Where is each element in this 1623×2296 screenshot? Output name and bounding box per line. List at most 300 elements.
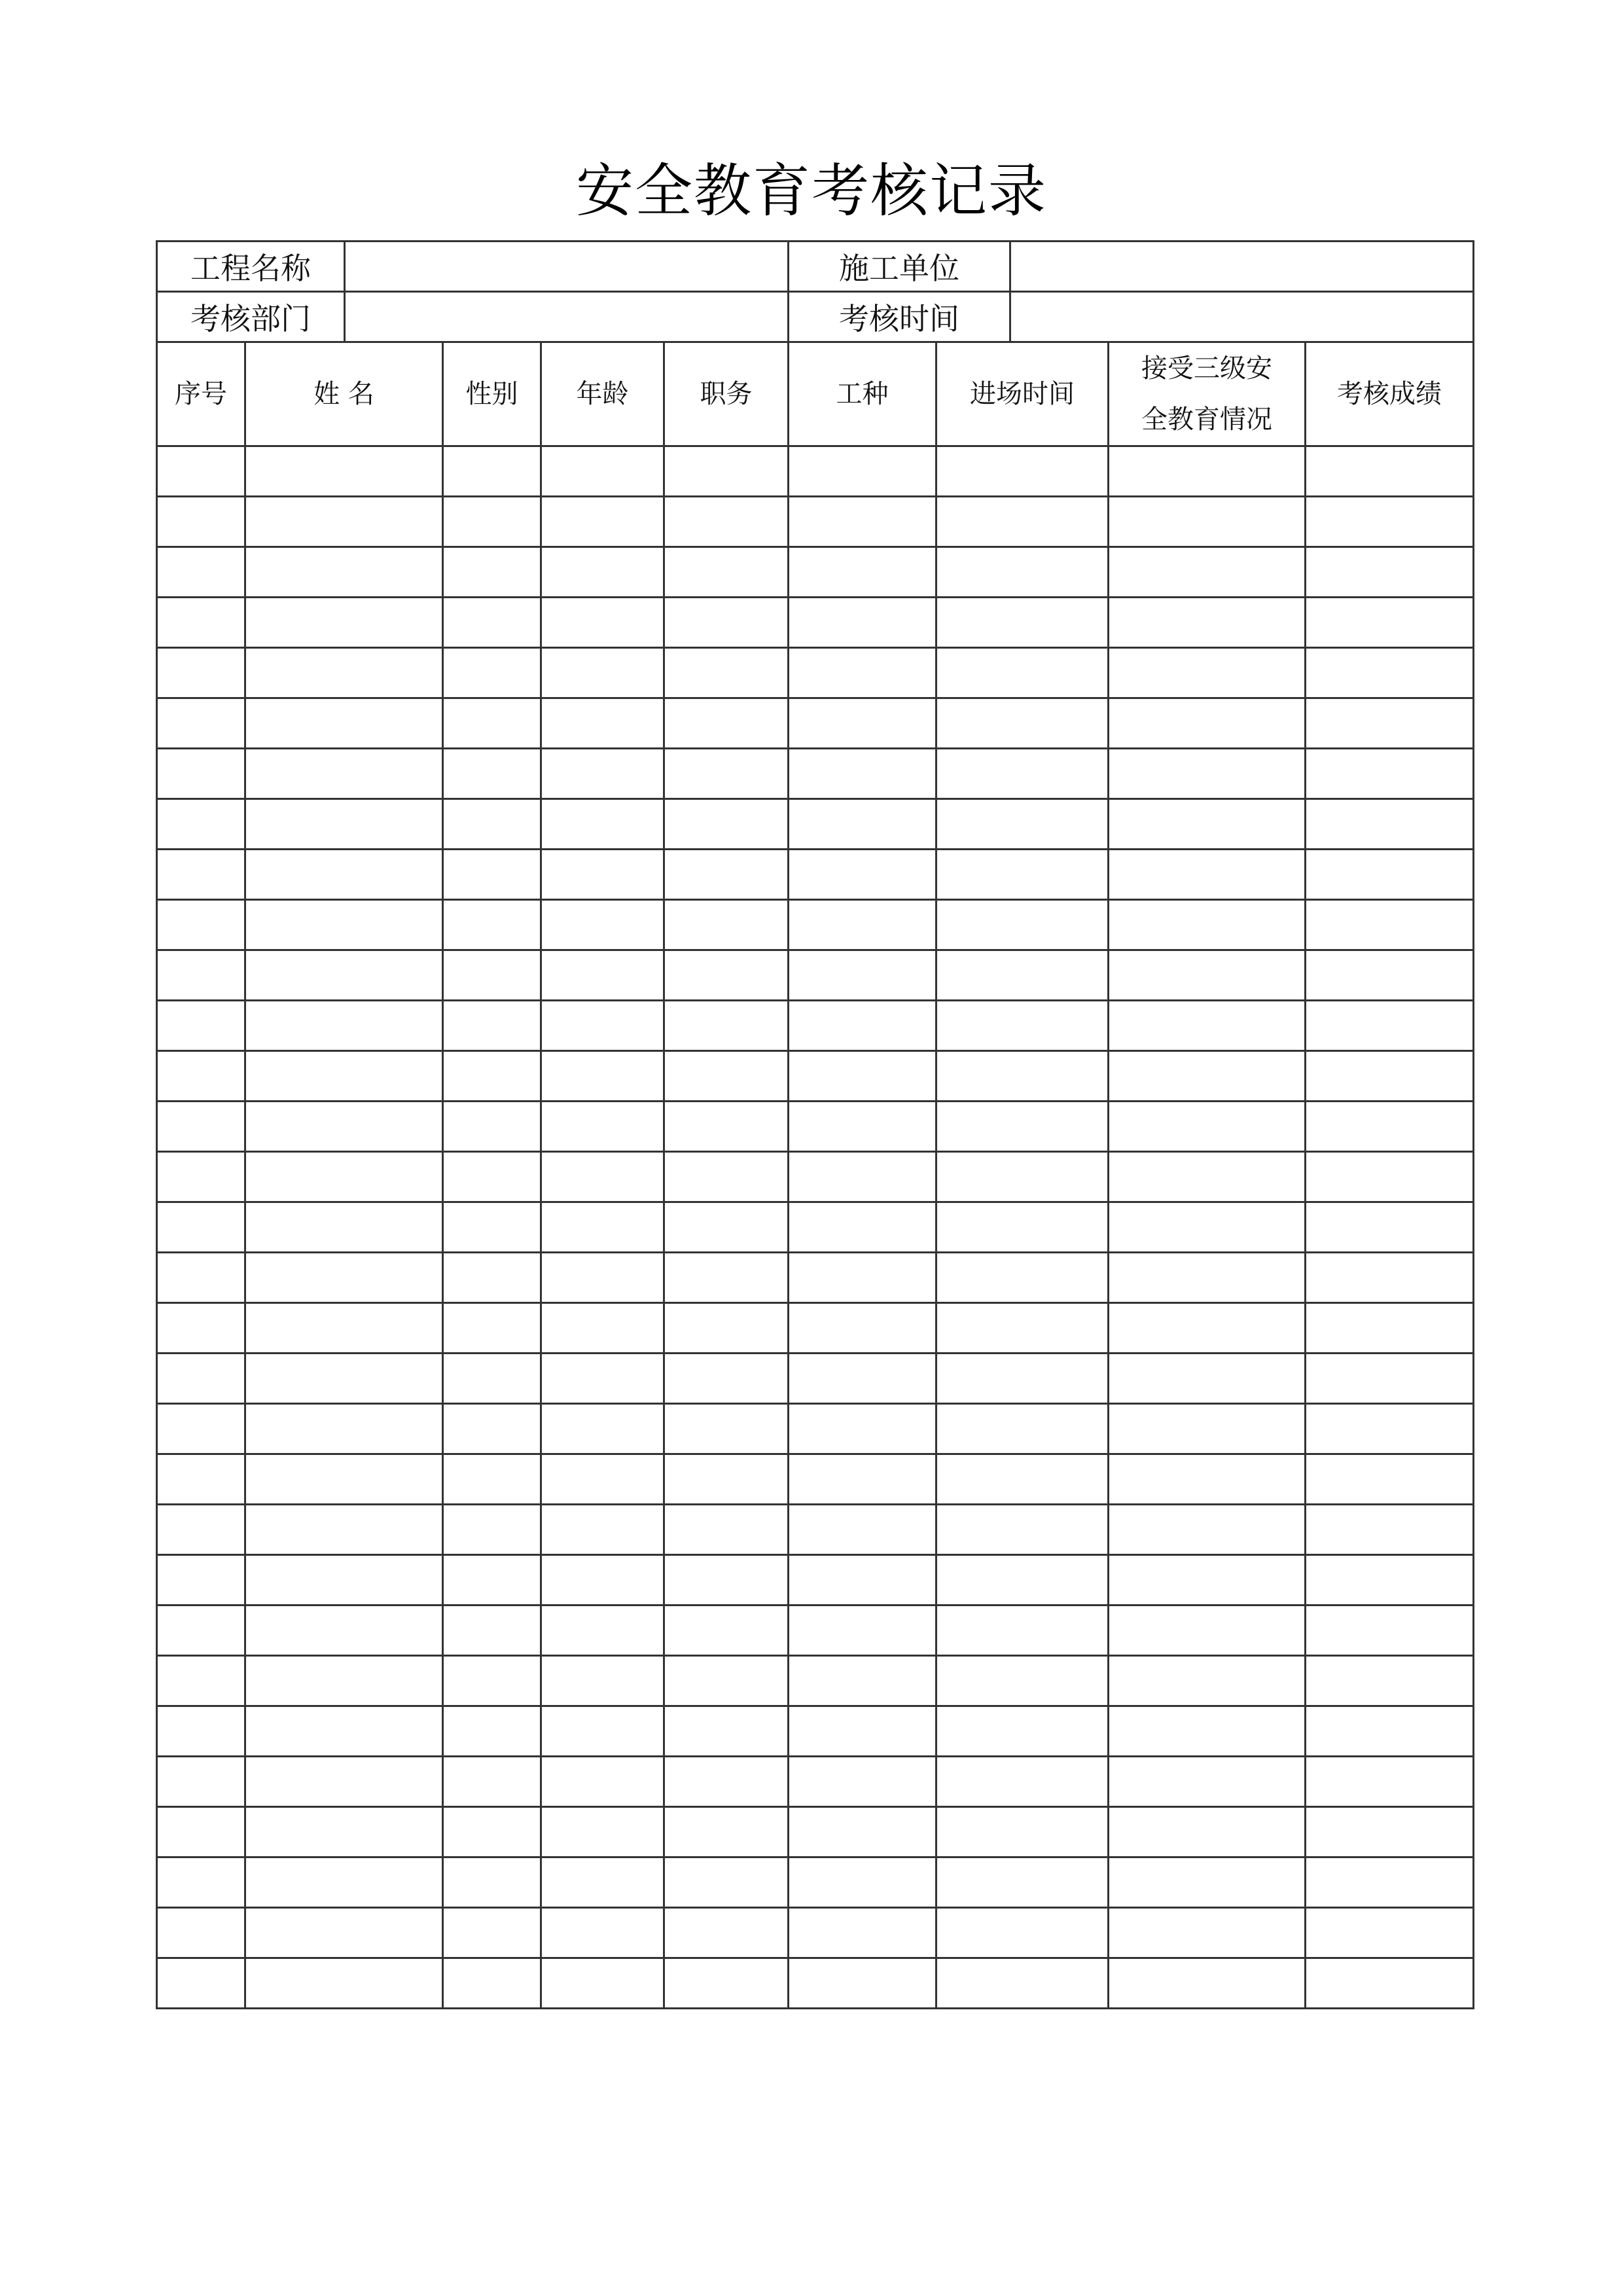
cell-gender[interactable] <box>443 1706 541 1757</box>
cell-name[interactable] <box>245 1605 443 1656</box>
cell-entry-time[interactable] <box>936 1051 1109 1102</box>
cell-trade[interactable] <box>789 446 936 497</box>
cell-serial[interactable] <box>157 1404 245 1454</box>
cell-age[interactable] <box>541 446 664 497</box>
cell-safety-education[interactable] <box>1109 598 1306 648</box>
cell-trade[interactable] <box>789 799 936 850</box>
cell-trade[interactable] <box>789 1001 936 1051</box>
cell-position[interactable] <box>664 698 789 749</box>
cell-trade[interactable] <box>789 1253 936 1303</box>
cell-position[interactable] <box>664 648 789 698</box>
cell-age[interactable] <box>541 1857 664 1908</box>
cell-entry-time[interactable] <box>936 1454 1109 1505</box>
cell-gender[interactable] <box>443 1202 541 1253</box>
cell-age[interactable] <box>541 1202 664 1253</box>
col-header-score: 考核成绩 <box>1306 342 1474 446</box>
cell-position[interactable] <box>664 1857 789 1908</box>
cell-gender[interactable] <box>443 850 541 900</box>
cell-score[interactable] <box>1306 1857 1474 1908</box>
cell-gender[interactable] <box>443 547 541 598</box>
cell-entry-time[interactable] <box>936 1354 1109 1404</box>
cell-name[interactable] <box>245 1404 443 1454</box>
cell-gender[interactable] <box>443 1303 541 1354</box>
cell-name[interactable] <box>245 1152 443 1202</box>
cell-entry-time[interactable] <box>936 1807 1109 1857</box>
cell-entry-time[interactable] <box>936 446 1109 497</box>
cell-serial[interactable] <box>157 1807 245 1857</box>
cell-serial[interactable] <box>157 547 245 598</box>
cell-trade[interactable] <box>789 950 936 1001</box>
cell-trade[interactable] <box>789 1908 936 1958</box>
cell-safety-education[interactable] <box>1109 446 1306 497</box>
cell-name[interactable] <box>245 1202 443 1253</box>
cell-safety-education[interactable] <box>1109 1505 1306 1555</box>
cell-trade[interactable] <box>789 1152 936 1202</box>
cell-entry-time[interactable] <box>936 1908 1109 1958</box>
cell-age[interactable] <box>541 749 664 799</box>
cell-position[interactable] <box>664 1303 789 1354</box>
cell-score[interactable] <box>1306 497 1474 547</box>
cell-score[interactable] <box>1306 698 1474 749</box>
cell-position[interactable] <box>664 749 789 799</box>
cell-entry-time[interactable] <box>936 1202 1109 1253</box>
cell-name[interactable] <box>245 850 443 900</box>
cell-name[interactable] <box>245 497 443 547</box>
cell-safety-education[interactable] <box>1109 698 1306 749</box>
assessment-time-label: 考核时间 <box>789 292 1010 342</box>
cell-name[interactable] <box>245 799 443 850</box>
cell-age[interactable] <box>541 1605 664 1656</box>
cell-serial[interactable] <box>157 1001 245 1051</box>
cell-gender[interactable] <box>443 1908 541 1958</box>
cell-safety-education[interactable] <box>1109 1001 1306 1051</box>
cell-safety-education[interactable] <box>1109 497 1306 547</box>
cell-trade[interactable] <box>789 1202 936 1253</box>
cell-name[interactable] <box>245 598 443 648</box>
cell-age[interactable] <box>541 1404 664 1454</box>
cell-entry-time[interactable] <box>936 1857 1109 1908</box>
cell-safety-education[interactable] <box>1109 547 1306 598</box>
cell-trade[interactable] <box>789 900 936 950</box>
cell-gender[interactable] <box>443 1757 541 1807</box>
cell-name[interactable] <box>245 547 443 598</box>
cell-trade[interactable] <box>789 497 936 547</box>
construction-unit-field[interactable] <box>1010 242 1474 292</box>
cell-gender[interactable] <box>443 698 541 749</box>
cell-trade[interactable] <box>789 547 936 598</box>
cell-score[interactable] <box>1306 1001 1474 1051</box>
cell-position[interactable] <box>664 1706 789 1757</box>
cell-score[interactable] <box>1306 547 1474 598</box>
cell-name[interactable] <box>245 1807 443 1857</box>
cell-score[interactable] <box>1306 950 1474 1001</box>
cell-serial[interactable] <box>157 1706 245 1757</box>
cell-serial[interactable] <box>157 1253 245 1303</box>
cell-entry-time[interactable] <box>936 1102 1109 1152</box>
cell-position[interactable] <box>664 497 789 547</box>
cell-entry-time[interactable] <box>936 547 1109 598</box>
cell-safety-education[interactable] <box>1109 1807 1306 1857</box>
cell-name[interactable] <box>245 446 443 497</box>
table-row <box>157 698 1474 749</box>
cell-score[interactable] <box>1306 1757 1474 1807</box>
cell-name[interactable] <box>245 648 443 698</box>
cell-score[interactable] <box>1306 1152 1474 1202</box>
cell-score[interactable] <box>1306 1404 1474 1454</box>
cell-serial[interactable] <box>157 950 245 1001</box>
cell-entry-time[interactable] <box>936 1757 1109 1807</box>
cell-age[interactable] <box>541 1807 664 1857</box>
cell-position[interactable] <box>664 1001 789 1051</box>
project-name-field[interactable] <box>345 242 789 292</box>
cell-gender[interactable] <box>443 950 541 1001</box>
table-row <box>157 1051 1474 1102</box>
cell-score[interactable] <box>1306 1958 1474 2009</box>
cell-entry-time[interactable] <box>936 598 1109 648</box>
cell-gender[interactable] <box>443 749 541 799</box>
cell-entry-time[interactable] <box>936 698 1109 749</box>
cell-name[interactable] <box>245 900 443 950</box>
cell-position[interactable] <box>664 598 789 648</box>
cell-entry-time[interactable] <box>936 1152 1109 1202</box>
cell-trade[interactable] <box>789 598 936 648</box>
cell-serial[interactable] <box>157 1656 245 1706</box>
cell-position[interactable] <box>664 446 789 497</box>
cell-gender[interactable] <box>443 1051 541 1102</box>
cell-name[interactable] <box>245 698 443 749</box>
cell-entry-time[interactable] <box>936 1404 1109 1454</box>
cell-safety-education[interactable] <box>1109 1454 1306 1505</box>
cell-gender[interactable] <box>443 1555 541 1605</box>
cell-gender[interactable] <box>443 1857 541 1908</box>
cell-safety-education[interactable] <box>1109 1102 1306 1152</box>
cell-name[interactable] <box>245 1857 443 1908</box>
cell-score[interactable] <box>1306 850 1474 900</box>
cell-gender[interactable] <box>443 799 541 850</box>
cell-serial[interactable] <box>157 446 245 497</box>
cell-safety-education[interactable] <box>1109 749 1306 799</box>
cell-serial[interactable] <box>157 598 245 648</box>
cell-entry-time[interactable] <box>936 1656 1109 1706</box>
cell-safety-education[interactable] <box>1109 950 1306 1001</box>
cell-entry-time[interactable] <box>936 900 1109 950</box>
cell-safety-education[interactable] <box>1109 1656 1306 1706</box>
cell-serial[interactable] <box>157 1303 245 1354</box>
cell-score[interactable] <box>1306 1706 1474 1757</box>
cell-position[interactable] <box>664 900 789 950</box>
cell-score[interactable] <box>1306 1102 1474 1152</box>
cell-safety-education[interactable] <box>1109 900 1306 950</box>
cell-serial[interactable] <box>157 1051 245 1102</box>
cell-safety-education[interactable] <box>1109 1202 1306 1253</box>
cell-age[interactable] <box>541 900 664 950</box>
cell-safety-education[interactable] <box>1109 799 1306 850</box>
cell-gender[interactable] <box>443 1001 541 1051</box>
cell-age[interactable] <box>541 497 664 547</box>
cell-safety-education[interactable] <box>1109 1958 1306 2009</box>
cell-score[interactable] <box>1306 1354 1474 1404</box>
cell-age[interactable] <box>541 698 664 749</box>
cell-position[interactable] <box>664 1505 789 1555</box>
cell-position[interactable] <box>664 799 789 850</box>
cell-gender[interactable] <box>443 1454 541 1505</box>
cell-serial[interactable] <box>157 1454 245 1505</box>
cell-safety-education[interactable] <box>1109 1253 1306 1303</box>
cell-safety-education[interactable] <box>1109 1555 1306 1605</box>
cell-score[interactable] <box>1306 1908 1474 1958</box>
cell-serial[interactable] <box>157 497 245 547</box>
cell-entry-time[interactable] <box>936 1253 1109 1303</box>
cell-trade[interactable] <box>789 1051 936 1102</box>
cell-trade[interactable] <box>789 1757 936 1807</box>
cell-score[interactable] <box>1306 1505 1474 1555</box>
cell-position[interactable] <box>664 1102 789 1152</box>
cell-name[interactable] <box>245 1354 443 1404</box>
cell-gender[interactable] <box>443 900 541 950</box>
cell-name[interactable] <box>245 1303 443 1354</box>
table-row <box>157 446 1474 497</box>
assessment-time-field[interactable] <box>1010 292 1474 342</box>
cell-name[interactable] <box>245 749 443 799</box>
table-row <box>157 799 1474 850</box>
table-row <box>157 1958 1474 2009</box>
cell-age[interactable] <box>541 799 664 850</box>
cell-name[interactable] <box>245 1555 443 1605</box>
cell-safety-education[interactable] <box>1109 1605 1306 1656</box>
cell-age[interactable] <box>541 1555 664 1605</box>
cell-gender[interactable] <box>443 1102 541 1152</box>
cell-age[interactable] <box>541 1656 664 1706</box>
cell-score[interactable] <box>1306 799 1474 850</box>
cell-entry-time[interactable] <box>936 497 1109 547</box>
cell-position[interactable] <box>664 1051 789 1102</box>
cell-age[interactable] <box>541 1958 664 2009</box>
table-row <box>157 1102 1474 1152</box>
cell-trade[interactable] <box>789 648 936 698</box>
cell-safety-education[interactable] <box>1109 1404 1306 1454</box>
cell-score[interactable] <box>1306 749 1474 799</box>
cell-entry-time[interactable] <box>936 950 1109 1001</box>
cell-gender[interactable] <box>443 1505 541 1555</box>
cell-age[interactable] <box>541 1505 664 1555</box>
cell-position[interactable] <box>664 1454 789 1505</box>
cell-serial[interactable] <box>157 749 245 799</box>
cell-safety-education[interactable] <box>1109 1303 1306 1354</box>
cell-age[interactable] <box>541 1253 664 1303</box>
cell-entry-time[interactable] <box>936 1605 1109 1656</box>
cell-score[interactable] <box>1306 1454 1474 1505</box>
col-header-position: 职务 <box>664 342 789 446</box>
cell-gender[interactable] <box>443 598 541 648</box>
cell-age[interactable] <box>541 1303 664 1354</box>
cell-name[interactable] <box>245 1505 443 1555</box>
cell-trade[interactable] <box>789 1857 936 1908</box>
cell-entry-time[interactable] <box>936 850 1109 900</box>
cell-serial[interactable] <box>157 1908 245 1958</box>
cell-gender[interactable] <box>443 1807 541 1857</box>
cell-name[interactable] <box>245 950 443 1001</box>
cell-position[interactable] <box>664 950 789 1001</box>
cell-position[interactable] <box>664 1404 789 1454</box>
cell-entry-time[interactable] <box>936 648 1109 698</box>
cell-safety-education[interactable] <box>1109 1706 1306 1757</box>
cell-safety-education[interactable] <box>1109 1908 1306 1958</box>
cell-trade[interactable] <box>789 1605 936 1656</box>
cell-age[interactable] <box>541 648 664 698</box>
cell-gender[interactable] <box>443 1152 541 1202</box>
cell-serial[interactable] <box>157 1857 245 1908</box>
cell-safety-education[interactable] <box>1109 648 1306 698</box>
cell-serial[interactable] <box>157 1555 245 1605</box>
cell-score[interactable] <box>1306 1656 1474 1706</box>
cell-trade[interactable] <box>789 1102 936 1152</box>
cell-safety-education[interactable] <box>1109 1152 1306 1202</box>
cell-trade[interactable] <box>789 1656 936 1706</box>
cell-serial[interactable] <box>157 1102 245 1152</box>
cell-serial[interactable] <box>157 1757 245 1807</box>
table-row <box>157 1404 1474 1454</box>
cell-position[interactable] <box>664 1555 789 1605</box>
cell-safety-education[interactable] <box>1109 850 1306 900</box>
cell-serial[interactable] <box>157 1505 245 1555</box>
cell-serial[interactable] <box>157 850 245 900</box>
cell-name[interactable] <box>245 1102 443 1152</box>
table-row <box>157 1001 1474 1051</box>
cell-name[interactable] <box>245 1706 443 1757</box>
cell-safety-education[interactable] <box>1109 1857 1306 1908</box>
cell-position[interactable] <box>664 547 789 598</box>
cell-gender[interactable] <box>443 1354 541 1404</box>
project-info-table <box>156 240 1474 343</box>
cell-trade[interactable] <box>789 1303 936 1354</box>
cell-age[interactable] <box>541 1354 664 1404</box>
cell-name[interactable] <box>245 1908 443 1958</box>
cell-gender[interactable] <box>443 648 541 698</box>
cell-gender[interactable] <box>443 1656 541 1706</box>
cell-age[interactable] <box>541 1102 664 1152</box>
cell-score[interactable] <box>1306 1555 1474 1605</box>
cell-age[interactable] <box>541 950 664 1001</box>
cell-gender[interactable] <box>443 1958 541 2009</box>
col-header-age: 年龄 <box>541 342 664 446</box>
cell-position[interactable] <box>664 1958 789 2009</box>
table-row <box>157 749 1474 799</box>
cell-score[interactable] <box>1306 446 1474 497</box>
cell-position[interactable] <box>664 1253 789 1303</box>
cell-entry-time[interactable] <box>936 1555 1109 1605</box>
cell-name[interactable] <box>245 1253 443 1303</box>
cell-entry-time[interactable] <box>936 799 1109 850</box>
cell-trade[interactable] <box>789 1454 936 1505</box>
cell-entry-time[interactable] <box>936 1001 1109 1051</box>
page-title: 安全教育考核记录 <box>575 157 1047 224</box>
cell-position[interactable] <box>664 1807 789 1857</box>
cell-serial[interactable] <box>157 698 245 749</box>
cell-safety-education[interactable] <box>1109 1051 1306 1102</box>
cell-age[interactable] <box>541 850 664 900</box>
cell-name[interactable] <box>245 1454 443 1505</box>
cell-age[interactable] <box>541 1706 664 1757</box>
cell-serial[interactable] <box>157 1202 245 1253</box>
assessment-dept-field[interactable] <box>345 292 789 342</box>
cell-score[interactable] <box>1306 1202 1474 1253</box>
cell-score[interactable] <box>1306 1605 1474 1656</box>
cell-trade[interactable] <box>789 749 936 799</box>
cell-trade[interactable] <box>789 1706 936 1757</box>
cell-serial[interactable] <box>157 799 245 850</box>
cell-age[interactable] <box>541 1908 664 1958</box>
cell-entry-time[interactable] <box>936 1505 1109 1555</box>
cell-entry-time[interactable] <box>936 1303 1109 1354</box>
cell-trade[interactable] <box>789 1807 936 1857</box>
cell-trade[interactable] <box>789 1505 936 1555</box>
cell-trade[interactable] <box>789 698 936 749</box>
cell-age[interactable] <box>541 598 664 648</box>
cell-trade[interactable] <box>789 1354 936 1404</box>
cell-name[interactable] <box>245 1757 443 1807</box>
cell-entry-time[interactable] <box>936 1706 1109 1757</box>
cell-trade[interactable] <box>789 850 936 900</box>
cell-trade[interactable] <box>789 1958 936 2009</box>
cell-gender[interactable] <box>443 1253 541 1303</box>
cell-name[interactable] <box>245 1001 443 1051</box>
cell-serial[interactable] <box>157 648 245 698</box>
cell-position[interactable] <box>664 1908 789 1958</box>
cell-age[interactable] <box>541 547 664 598</box>
cell-score[interactable] <box>1306 900 1474 950</box>
cell-score[interactable] <box>1306 648 1474 698</box>
cell-serial[interactable] <box>157 1152 245 1202</box>
cell-serial[interactable] <box>157 1605 245 1656</box>
cell-gender[interactable] <box>443 1605 541 1656</box>
cell-score[interactable] <box>1306 1051 1474 1102</box>
cell-age[interactable] <box>541 1001 664 1051</box>
cell-safety-education[interactable] <box>1109 1354 1306 1404</box>
table-row <box>157 1605 1474 1656</box>
cell-entry-time[interactable] <box>936 749 1109 799</box>
cell-score[interactable] <box>1306 598 1474 648</box>
cell-position[interactable] <box>664 1202 789 1253</box>
cell-score[interactable] <box>1306 1303 1474 1354</box>
cell-trade[interactable] <box>789 1404 936 1454</box>
cell-serial[interactable] <box>157 900 245 950</box>
cell-position[interactable] <box>664 850 789 900</box>
cell-age[interactable] <box>541 1051 664 1102</box>
cell-position[interactable] <box>664 1354 789 1404</box>
cell-name[interactable] <box>245 1656 443 1706</box>
cell-position[interactable] <box>664 1757 789 1807</box>
cell-gender[interactable] <box>443 446 541 497</box>
cell-entry-time[interactable] <box>936 1958 1109 2009</box>
cell-serial[interactable] <box>157 1958 245 2009</box>
cell-position[interactable] <box>664 1656 789 1706</box>
cell-safety-education[interactable] <box>1109 1757 1306 1807</box>
cell-age[interactable] <box>541 1757 664 1807</box>
cell-position[interactable] <box>664 1605 789 1656</box>
cell-score[interactable] <box>1306 1253 1474 1303</box>
cell-gender[interactable] <box>443 497 541 547</box>
cell-age[interactable] <box>541 1454 664 1505</box>
cell-serial[interactable] <box>157 1354 245 1404</box>
table-row <box>157 1253 1474 1303</box>
cell-name[interactable] <box>245 1958 443 2009</box>
cell-age[interactable] <box>541 1152 664 1202</box>
cell-name[interactable] <box>245 1051 443 1102</box>
cell-score[interactable] <box>1306 1807 1474 1857</box>
cell-position[interactable] <box>664 1152 789 1202</box>
cell-gender[interactable] <box>443 1404 541 1454</box>
cell-trade[interactable] <box>789 1555 936 1605</box>
